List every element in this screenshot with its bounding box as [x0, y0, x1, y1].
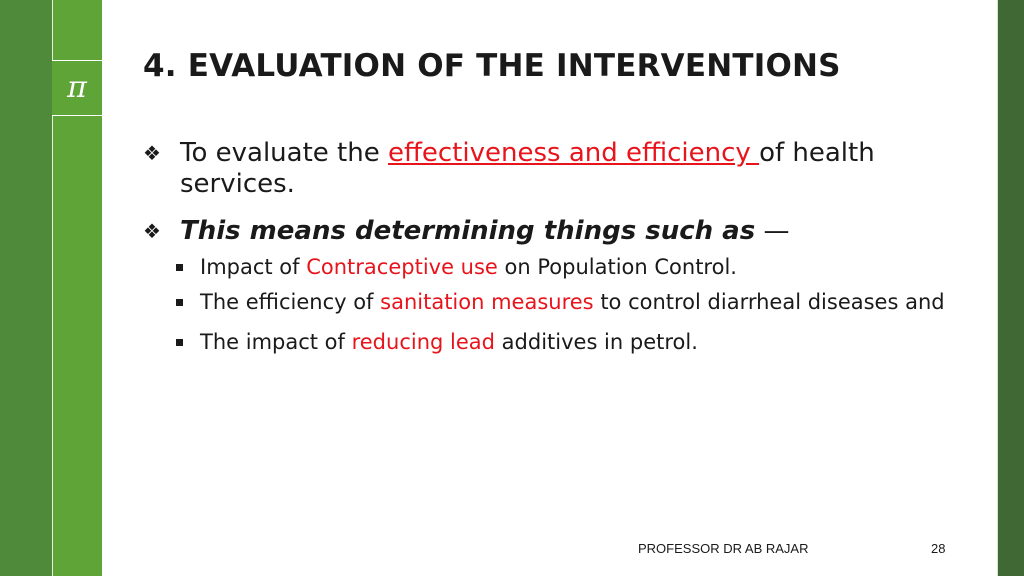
bullet-evaluate	[143, 138, 963, 200]
left-sidebar-band-dark	[0, 0, 52, 576]
sub-bullet-prefix: The impact of	[200, 330, 352, 354]
bullet-text-bold-italic: This means determining things such as	[180, 216, 756, 246]
sub-bullet-suffix: additives in petrol.	[494, 330, 698, 354]
footer-author: PROFESSOR DR AB RAJAR	[638, 541, 809, 556]
footer-page-number: 28	[931, 541, 946, 556]
sub-bullet-highlight: reducing lead	[351, 330, 495, 354]
slide-content	[143, 138, 963, 364]
sub-bullet-suffix: on Population Control.	[497, 255, 737, 279]
sub-bullet-suffix: to control diarrheal diseases and	[593, 290, 945, 314]
square-bullet-icon	[176, 339, 183, 346]
sub-bullet-contraceptive	[143, 254, 963, 280]
bullet-text-prefix: To evaluate the	[180, 138, 388, 168]
sub-bullet-lead	[143, 329, 963, 355]
right-sidebar-band	[998, 0, 1024, 576]
bullet-determining	[143, 216, 963, 247]
pi-logo-box	[52, 60, 102, 116]
diamond-bullet-icon: ❖	[143, 219, 161, 243]
em-dash: —	[755, 216, 790, 246]
sub-bullet-highlight: sanitation measures	[380, 290, 594, 314]
sub-bullet-prefix: Impact of	[200, 255, 307, 279]
bullet-text-suffix: of health services.	[180, 138, 875, 199]
diamond-bullet-icon: ❖	[143, 141, 161, 165]
bullet-highlight-effectiveness: effectiveness and efficiency	[387, 138, 760, 168]
pi-icon: π	[67, 70, 87, 105]
sub-bullet-highlight: Contraceptive use	[306, 255, 498, 279]
sub-bullet-prefix: The efficiency of	[200, 290, 381, 314]
sub-bullet-sanitation	[143, 289, 963, 315]
square-bullet-icon	[176, 299, 183, 306]
square-bullet-icon	[176, 264, 183, 271]
slide-title: 4. EVALUATION OF THE INTERVENTIONS	[143, 48, 841, 84]
